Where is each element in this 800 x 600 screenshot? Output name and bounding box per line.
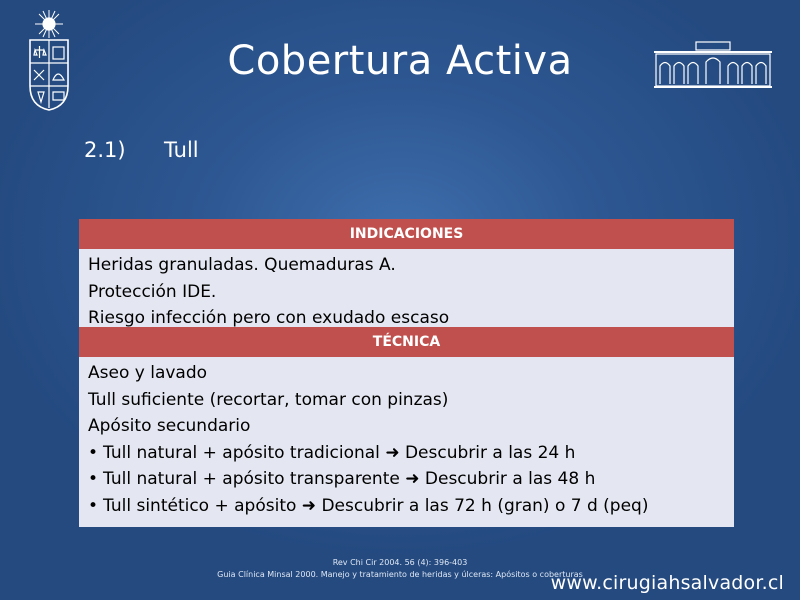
tecnica-header: TÉCNICA: [79, 327, 734, 357]
indicaciones-line: Heridas granuladas. Quemaduras A.: [88, 255, 396, 275]
section-title: Tull: [164, 138, 199, 162]
reference-2: Guia Clínica Minsal 2000. Manejo y tratamiento de heridas y úlceras: Apósitos o coberturas: [217, 570, 583, 579]
reference-1: Rev Chi Cir 2004. 56 (4): 396-403: [332, 558, 468, 567]
tecnica-line: Tull suficiente (recortar, tomar con pinzas): [88, 389, 449, 410]
section-number: 2.1): [84, 138, 126, 162]
slide-title: Cobertura Activa: [227, 38, 573, 84]
tecnica-cell: [79, 357, 734, 527]
bullet-right-text: Descubrir a las 48 h: [424, 469, 596, 489]
bullet-right-text: Descubrir a las 24 h: [404, 442, 576, 463]
bullet-left-text: Tull sintético + apósito: [103, 495, 297, 516]
website-url: www.cirugiahsalvador.cl: [550, 572, 784, 594]
tecnica-line: Apósito secundario: [88, 416, 251, 436]
section-heading: [84, 138, 199, 162]
indicaciones-cell: [79, 249, 734, 327]
bullet-left-text: Tull natural + apósito tradicional: [103, 442, 380, 463]
bullet-right-text: Descubrir a las 72 h (gran) o 7 d (peq): [321, 495, 649, 516]
bullet-left-text: Tull natural + apósito transparente: [103, 469, 400, 489]
indicaciones-line: Protección IDE.: [88, 281, 217, 302]
tecnica-bullet: [88, 466, 725, 493]
tecnica-bullet: [88, 440, 725, 467]
indicaciones-line: Riesgo infección pero con exudado escaso: [88, 308, 450, 328]
tecnica-bullet: [88, 493, 725, 520]
right-arrow-icon: ➜: [385, 442, 400, 463]
right-arrow-icon: ➜: [405, 469, 420, 489]
right-arrow-icon: ➜: [301, 495, 317, 516]
indicaciones-header: INDICACIONES: [79, 219, 734, 249]
info-table: [79, 219, 734, 527]
tecnica-line: Aseo y lavado: [88, 363, 208, 383]
